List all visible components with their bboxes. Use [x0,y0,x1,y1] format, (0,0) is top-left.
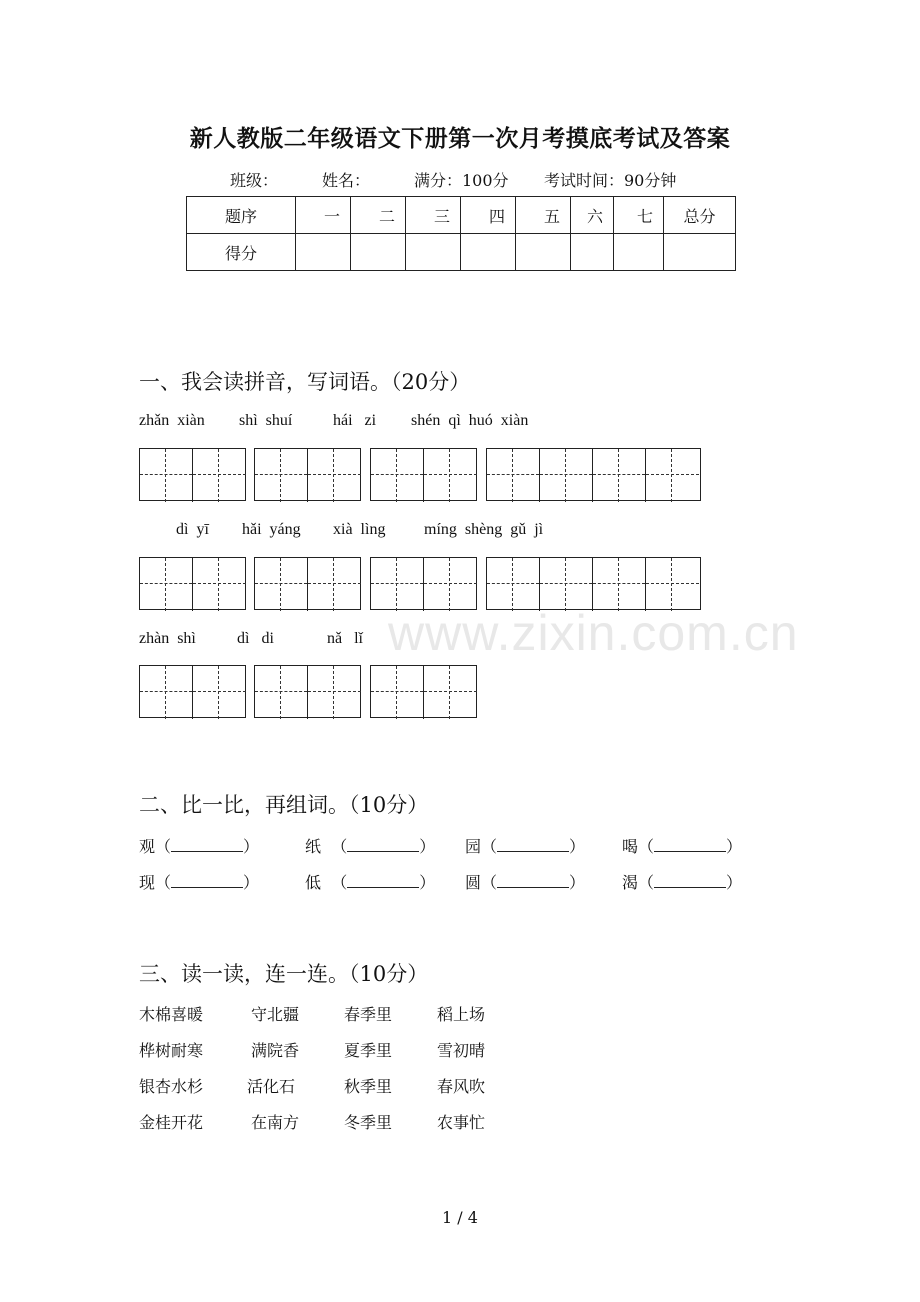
writing-grid-row-2 [0,557,920,611]
match-word[interactable]: 守北疆 [251,1005,300,1024]
score-header-cell: 三 [406,197,461,234]
match-word[interactable]: 活化石 [247,1077,296,1096]
writing-grid-row-3 [0,665,920,719]
answer-blank[interactable] [171,873,243,888]
writing-grid[interactable] [254,448,361,501]
pinyin-3: hái zi [333,412,377,429]
match-word[interactable]: 冬季里 [344,1113,393,1132]
score-cell[interactable] [516,234,571,271]
compare-char: 低 [305,873,322,892]
exam-time-label: 考试时间：90分钟 [544,171,677,190]
writing-grid[interactable] [486,448,701,501]
score-table-header-row [187,197,736,234]
full-score-label: 满分：100分 [414,171,509,190]
writing-grid[interactable] [254,665,361,718]
answer-blank[interactable] [347,873,419,888]
answer-blank[interactable] [497,837,569,852]
score-cell[interactable] [614,234,664,271]
compare-item: 渴（ ） [622,873,743,892]
match-word[interactable]: 秋季里 [344,1077,393,1096]
compare-char: 渴 [622,873,639,892]
score-header-cell: 题序 [187,197,296,234]
match-word[interactable]: 春季里 [344,1005,393,1024]
compare-item: 低 （ ） [305,873,436,892]
page-number: 1 / 4 [442,1208,478,1227]
watermark: www.zixin.com.cn [388,605,799,661]
pinyin-4: shén qì huó xiàn [411,412,529,429]
score-header-cell: 一 [296,197,351,234]
pinyin-1: zhǎn xiàn [139,412,205,429]
match-word[interactable]: 在南方 [251,1113,300,1132]
score-header-cell: 四 [461,197,516,234]
score-cell[interactable] [571,234,614,271]
score-table [186,196,736,271]
compare-char: 圆 [465,873,482,892]
match-word[interactable]: 雪初晴 [437,1041,486,1060]
pinyin-2: shì shuí [239,412,293,429]
writing-grid-row-1 [0,448,920,502]
pinyin-6: hǎi yáng [242,521,301,538]
compare-item: 园（ ） [465,837,586,856]
writing-grid[interactable] [139,665,246,718]
compare-char: 喝 [622,837,639,856]
writing-grid[interactable] [370,557,477,610]
answer-blank[interactable] [347,837,419,852]
score-header-cell: 七 [614,197,664,234]
score-cell[interactable] [406,234,461,271]
score-header-cell: 总分 [664,197,736,234]
compare-item: 圆（ ） [465,873,586,892]
match-word[interactable]: 农事忙 [437,1113,486,1132]
match-word[interactable]: 银杏水杉 [139,1077,204,1096]
pinyin-8: míng shèng gǔ jì [424,521,544,538]
writing-grid[interactable] [370,448,477,501]
class-label: 班级： [230,171,279,190]
match-word[interactable]: 满院香 [251,1041,300,1060]
compare-item: 现（ ） [139,873,260,892]
pinyin-10: dì di [237,630,274,647]
score-table-score-row [187,234,736,271]
compare-item: 喝（ ） [622,837,743,856]
writing-grid[interactable] [254,557,361,610]
compare-char: 观 [139,837,156,856]
score-header-cell: 六 [571,197,614,234]
match-word[interactable]: 桦树耐寒 [139,1041,204,1060]
compare-char: 现 [139,873,156,892]
answer-blank[interactable] [497,873,569,888]
score-cell[interactable] [664,234,736,271]
score-header-cell: 五 [516,197,571,234]
pinyin-7: xià lìng [333,521,386,538]
name-label: 姓名： [322,171,371,190]
page-title: 新人教版二年级语文下册第一次月考摸底考试及答案 [189,125,731,152]
answer-blank[interactable] [654,837,726,852]
match-word[interactable]: 金桂开花 [139,1113,204,1132]
answer-blank[interactable] [171,837,243,852]
match-word[interactable]: 夏季里 [344,1041,393,1060]
writing-grid[interactable] [486,557,701,610]
compare-item: 观（ ） [139,837,260,856]
section-3-title: 三、读一读，连一连。（10分） [139,962,429,986]
pinyin-5: dì yī [176,521,209,538]
match-word[interactable]: 稻上场 [437,1005,486,1024]
pinyin-9: zhàn shì [139,630,196,647]
compare-item: 纸 （ ） [305,837,436,856]
writing-grid[interactable] [370,665,477,718]
score-header-cell: 二 [351,197,406,234]
match-word[interactable]: 春风吹 [437,1077,486,1096]
section-1-title: 一、我会读拼音，写词语。（20分） [139,370,471,394]
writing-grid[interactable] [139,557,246,610]
section-2-title: 二、比一比，再组词。（10分） [139,793,429,817]
match-word[interactable]: 木棉喜暖 [139,1005,204,1024]
compare-char: 纸 [305,837,322,856]
compare-char: 园 [465,837,482,856]
score-row-label: 得分 [187,234,296,271]
score-cell[interactable] [351,234,406,271]
score-cell[interactable] [296,234,351,271]
answer-blank[interactable] [654,873,726,888]
writing-grid[interactable] [139,448,246,501]
score-cell[interactable] [461,234,516,271]
pinyin-11: nǎ lǐ [327,630,363,647]
